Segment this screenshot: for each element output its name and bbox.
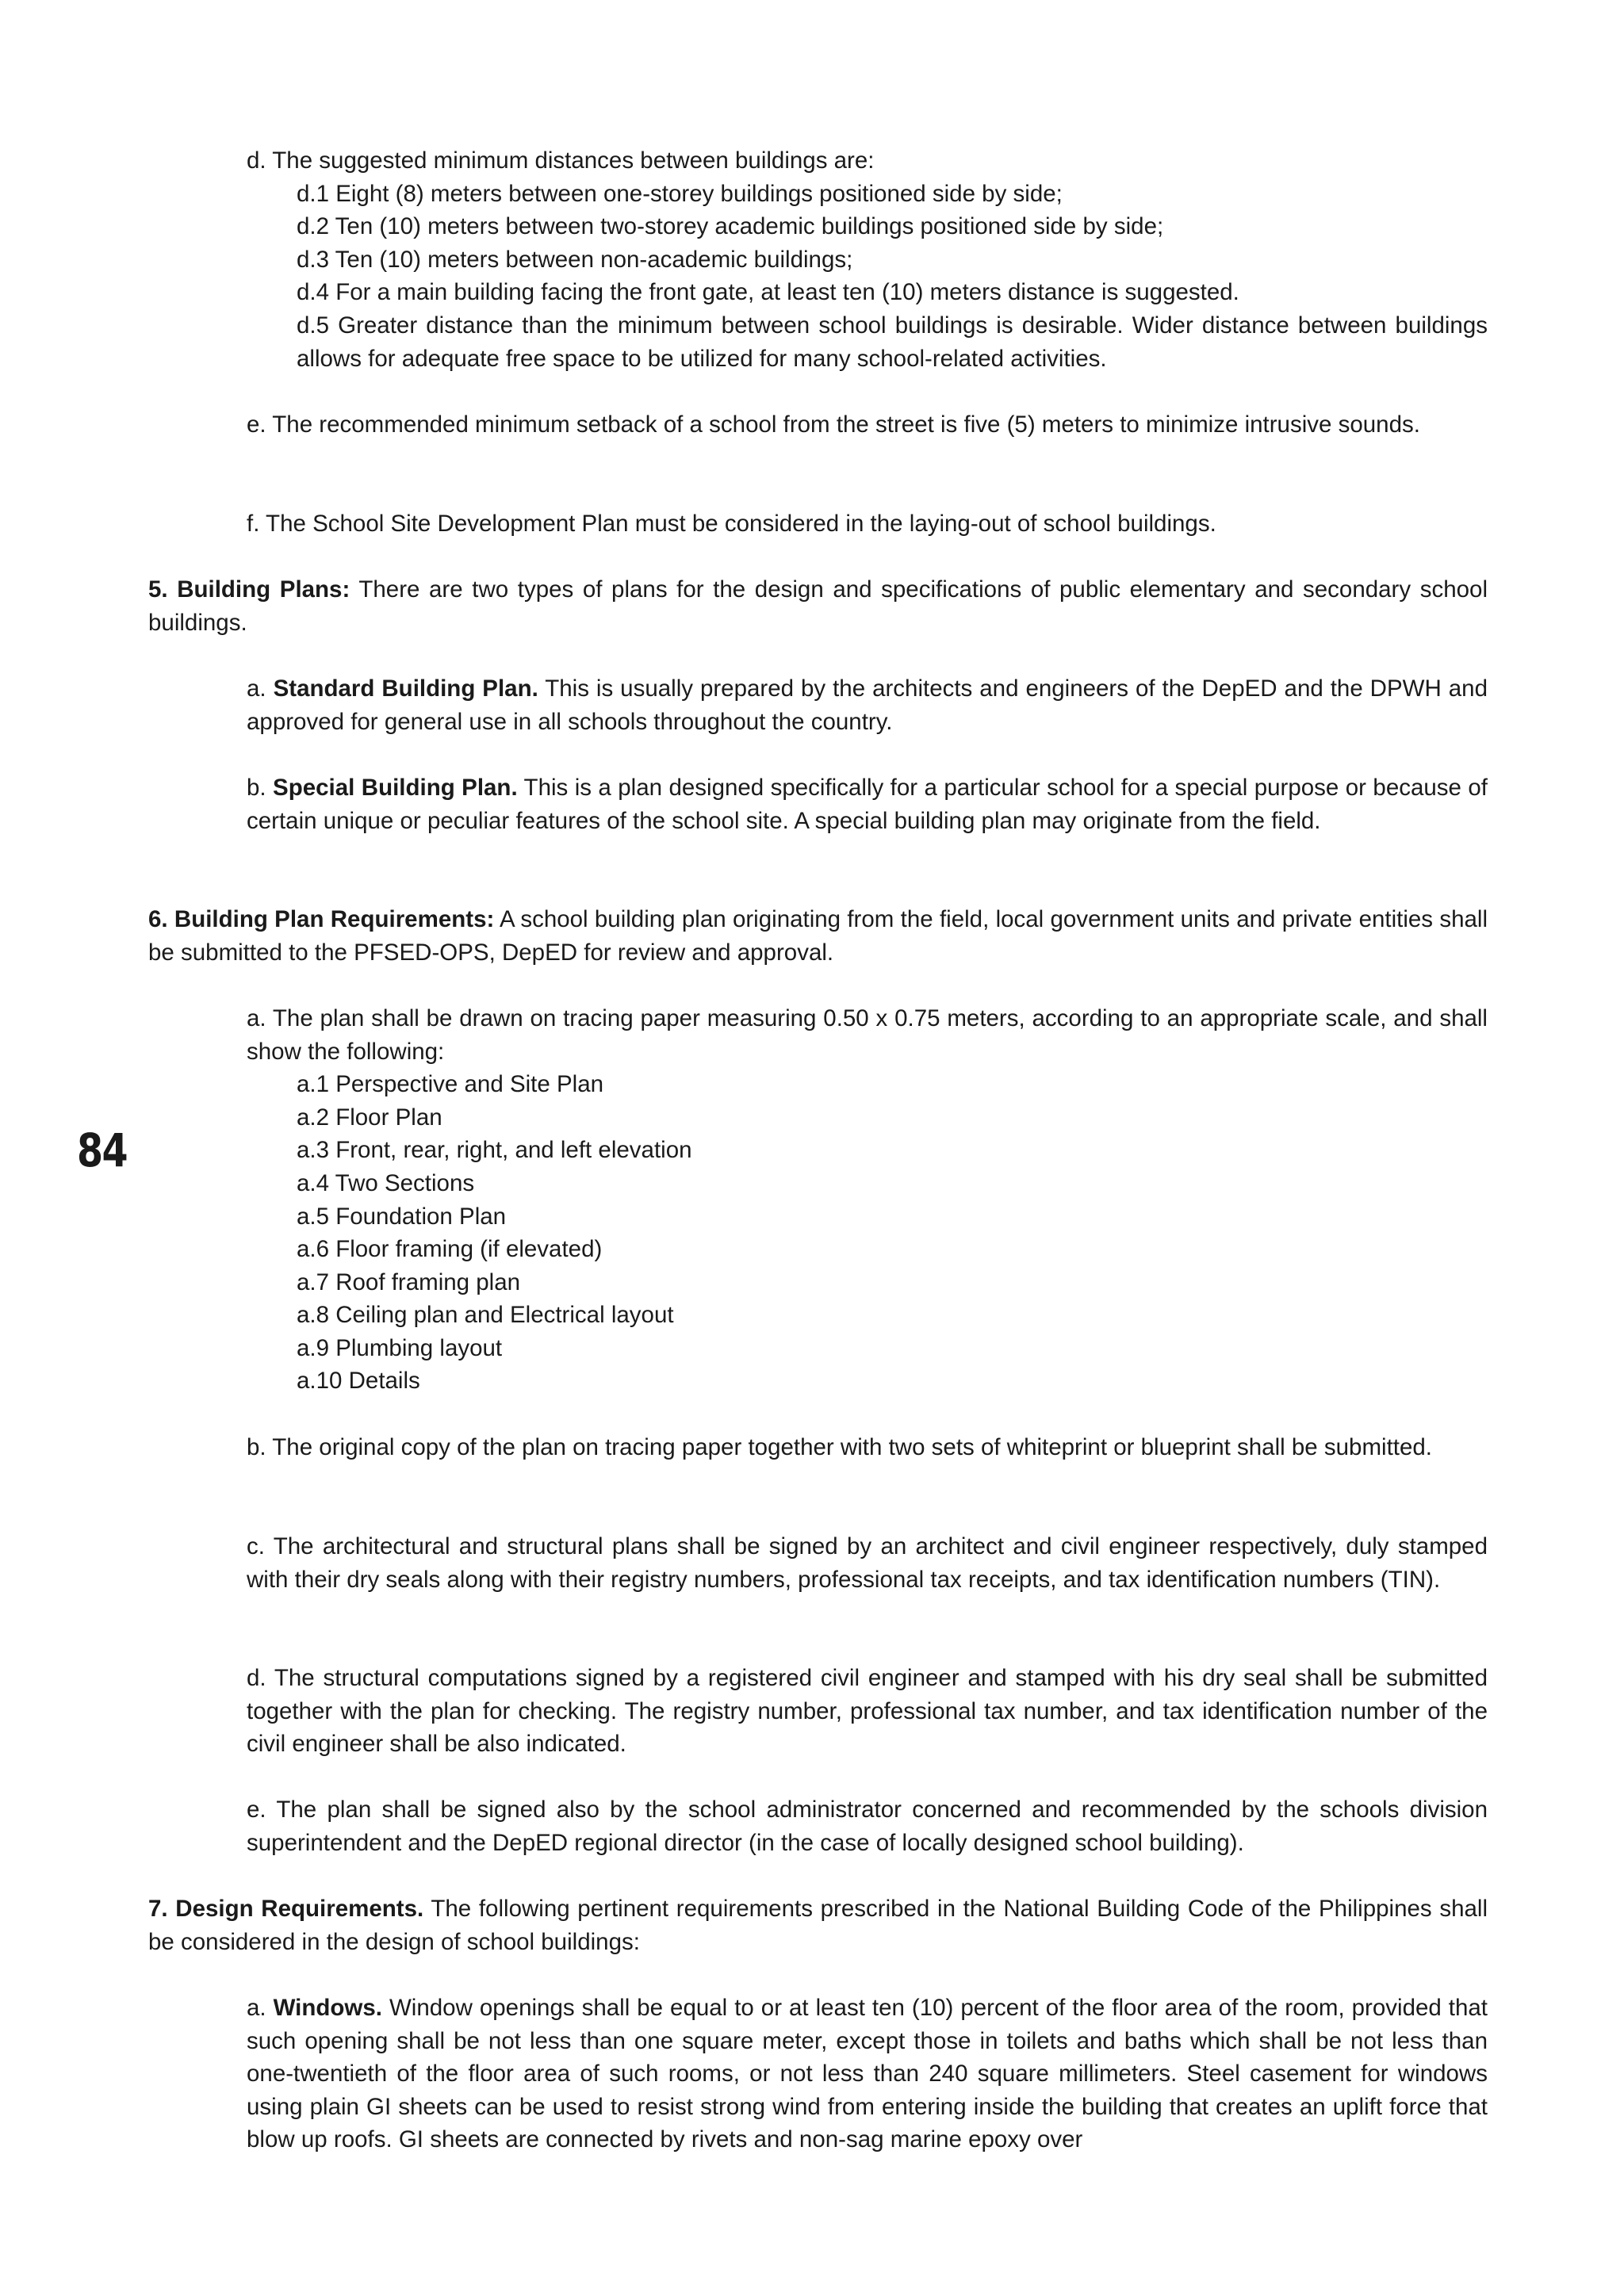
section-5-text: There are two types of plans for the design and specifications of public elementary and secondary school buildings. bbox=[148, 576, 1488, 636]
list-item-a10: a.10 Details bbox=[297, 1368, 420, 1394]
list-item-a1: a.1 Perspective and Site Plan bbox=[297, 1071, 604, 1097]
list-item-d1: d.1 Eight (8) meters between one-storey buildings positioned side by side; bbox=[297, 181, 1063, 207]
section-6c-paragraph: c. The architectural and structural plans shall be signed by an architect and civil engineer respectively, duly stamped with their dry seals along with their registry numbers, professional tax receipts, and tax identification numbers (TIN). bbox=[247, 1533, 1488, 1593]
section-6-heading: 6. Building Plan Requirements: bbox=[148, 906, 495, 932]
list-item-a8: a.8 Ceiling plan and Electrical layout bbox=[297, 1302, 674, 1328]
section-d-intro: d. The suggested minimum distances between buildings are: bbox=[247, 147, 875, 174]
section-5b-text: This is a plan designed specifically for a particular school for a special purpose or because of certain unique or peculiar features of the school site. A special building plan may originate from the field. bbox=[247, 775, 1488, 834]
section-7a-paragraph bbox=[247, 1992, 1488, 2156]
section-5-heading: 5. Building Plans: bbox=[148, 576, 350, 603]
section-7-heading: 7. Design Requirements. bbox=[148, 1896, 424, 1922]
section-6b-paragraph: b. The original copy of the plan on tracing paper together with two sets of whiteprint or blueprint shall be submitted. bbox=[247, 1434, 1432, 1460]
section-e-paragraph: e. The recommended minimum setback of a school from the street is five (5) meters to minimize intrusive sounds. bbox=[247, 411, 1420, 438]
list-item-a5: a.5 Foundation Plan bbox=[297, 1203, 507, 1230]
list-item-d3: d.3 Ten (10) meters between non-academic buildings; bbox=[297, 247, 853, 273]
list-item-a7: a.7 Roof framing plan bbox=[297, 1269, 521, 1295]
list-item-a4: a.4 Two Sections bbox=[297, 1170, 475, 1196]
list-item-a9: a.9 Plumbing layout bbox=[297, 1335, 503, 1361]
list-item-d4: d.4 For a main building facing the front gate, at least ten (10) meters distance is suggested. bbox=[297, 279, 1239, 305]
section-7a-title: Windows. bbox=[273, 1995, 382, 2021]
section-5b-prefix: b. bbox=[247, 775, 274, 801]
section-6-text: A school building plan originating from the field, local government units and private entities shall be submitted to the PFSED-OPS, DepED for review and approval. bbox=[148, 906, 1488, 966]
list-item-a2: a.2 Floor Plan bbox=[297, 1104, 442, 1131]
section-7a-prefix: a. bbox=[247, 1995, 274, 2021]
list-item-a3: a.3 Front, rear, right, and left elevation bbox=[297, 1137, 692, 1163]
section-5a-paragraph bbox=[247, 672, 1488, 738]
section-5a-text: This is usually prepared by the architects and engineers of the DepED and the DPWH and approved for general use in all schools throughout the country. bbox=[247, 675, 1488, 735]
section-7-paragraph bbox=[148, 1892, 1488, 1958]
section-7a-text: Window openings shall be equal to or at least ten (10) percent of the floor area of the room, provided that such opening shall be not less than one square meter, except those in toilets and baths which shall be not less than one-twentieth of the floor area of such rooms, or not less than 240 square millimeters. Steel casement for windows using plain GI sheets can be used to resist strong wind from entering inside the building that creates an uplift force that blow up roofs. GI sheets are connected by rivets and non-sag marine epoxy over bbox=[247, 1995, 1488, 2153]
list-item-d2: d.2 Ten (10) meters between two-storey academic buildings positioned side by side; bbox=[297, 213, 1164, 239]
section-5b-title: Special Building Plan. bbox=[273, 775, 518, 801]
section-5a-prefix: a. bbox=[247, 675, 274, 702]
section-6d-paragraph: d. The structural computations signed by a registered civil engineer and stamped with his dry seal shall be submitted together with the plan for checking. The registry number, professional tax number, and tax identification number of the civil engineer shall be also indicated. bbox=[247, 1665, 1488, 1758]
section-f-paragraph: f. The School Site Development Plan must be considered in the laying-out of school buildings. bbox=[247, 511, 1216, 537]
section-5b-paragraph bbox=[247, 771, 1488, 837]
list-item-a6: a.6 Floor framing (if elevated) bbox=[297, 1236, 603, 1262]
section-7-text: The following pertinent requirements prescribed in the National Building Code of the Philippines shall be considered in the design of school buildings: bbox=[148, 1896, 1488, 1955]
page-number: 84 bbox=[77, 1123, 127, 1177]
list-item-d5: d.5 Greater distance than the minimum between school buildings is desirable. Wider distance between buildings allows for adequate free space to be utilized for many school-related activities. bbox=[297, 312, 1488, 372]
section-6a-intro: a. The plan shall be drawn on tracing paper measuring 0.50 x 0.75 meters, according to an appropriate scale, and shall show the following: bbox=[247, 1005, 1488, 1065]
section-5a-title: Standard Building Plan. bbox=[273, 675, 538, 702]
section-6e-paragraph: e. The plan shall be signed also by the school administrator concerned and recommended by the schools division superintendent and the DepED regional director (in the case of locally designed school building). bbox=[247, 1797, 1488, 1856]
section-5-paragraph bbox=[148, 573, 1488, 639]
section-6-paragraph bbox=[148, 903, 1488, 969]
